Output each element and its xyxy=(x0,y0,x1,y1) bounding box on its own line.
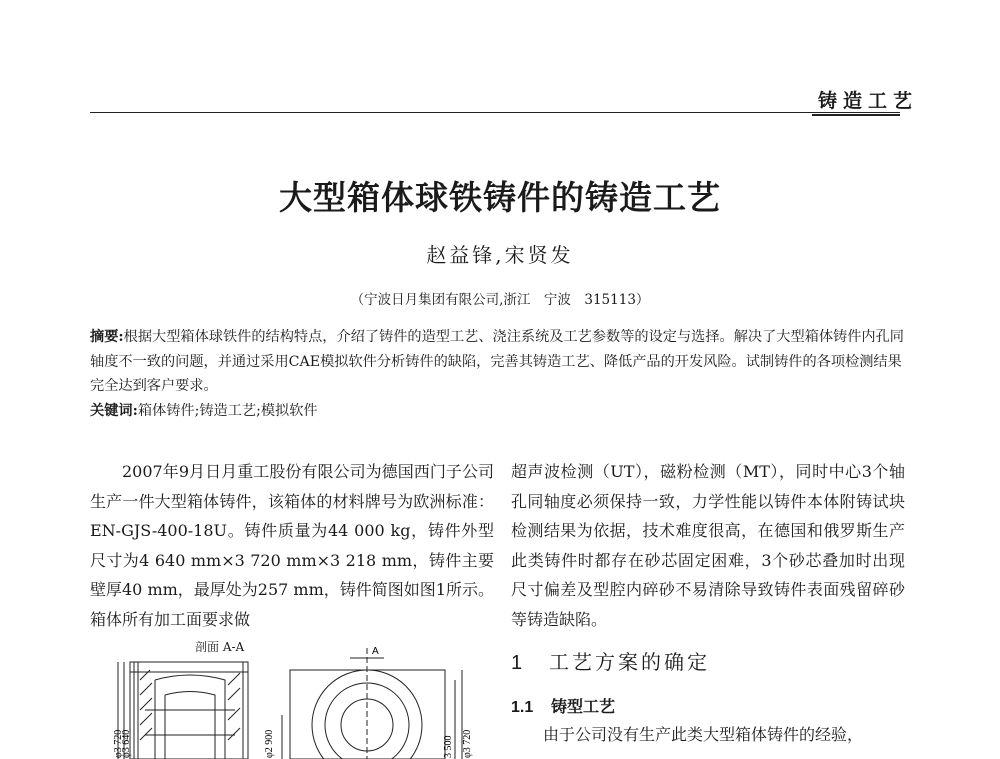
abstract-label: 摘要: xyxy=(90,329,124,345)
abstract xyxy=(90,325,906,399)
dim-label: φ2 900 xyxy=(264,729,275,758)
article-affiliation: （宁波日月集团有限公司,浙江 宁波 315113） xyxy=(350,292,650,308)
figure-section-caption: 剖面 A-A xyxy=(195,640,245,654)
header-rule-accent xyxy=(812,114,900,116)
subsection-paragraph: 由于公司没有生产此类大型箱体铸件的经验， xyxy=(543,725,864,744)
section-heading-1 xyxy=(511,646,710,675)
section-number: 1 xyxy=(511,652,526,674)
dim-label: φ3 720 xyxy=(113,729,124,758)
keywords-text: 箱体铸件;铸造工艺;模拟软件 xyxy=(137,403,318,419)
header-rule xyxy=(90,112,900,113)
keywords-label: 关键词: xyxy=(90,403,138,419)
body-paragraph-left: 2007年9月日月重工股份有限公司为德国西门子公司生产一件大型箱体铸件，该箱体的材料牌号为欧洲标准：EN-GJS-400-18U。铸件质量为44 000 kg，铸件外型尺寸为4 640 mm×3 720 mm×3 218 mm，铸件主要壁厚40 mm，最厚处为257 mm，铸件简图如图1所示。箱体所有加工面要求做 xyxy=(90,462,494,629)
section-title: 工艺方案的确定 xyxy=(549,650,710,674)
article-authors: 赵益锋,宋贤发 xyxy=(426,243,574,267)
dim-label: φ3 720 xyxy=(462,729,473,758)
keywords xyxy=(90,400,906,420)
journal-section-label: 铸造工艺 xyxy=(818,90,919,112)
abstract-text: 根据大型箱体球铁件的结构特点，介绍了铸件的造型工艺、浇注系统及工艺参数等的设定与选择。解决了大型箱体铸件内孔同轴度不一致的问题，并通过采用CAE模拟软件分析铸件的缺陷，完善其铸造工艺、降低产品的开发风险。试制铸件的各项检测结果完全达到客户要求。 xyxy=(90,329,904,394)
body-paragraph-right: 超声波检测（UT），磁粉检测（MT），同时中心3个轴孔同轴度必须保持一致，力学性能以铸件本体附铸试块检测结果为依据，技术难度很高，在德国和俄罗斯生产此类铸件时都存在砂芯固定困难，3个砂芯叠加时出现尺寸偏差及型腔内碎砂不易清除导致铸件表面残留碎砂等铸造缺陷。 xyxy=(511,462,905,629)
section-mark-label: A xyxy=(372,646,379,657)
article-title: 大型箱体球铁铸件的铸造工艺 xyxy=(279,178,721,217)
casting-drawing-figure xyxy=(110,640,480,759)
subsection-heading-1-1 xyxy=(511,694,615,717)
subsection-title: 铸型工艺 xyxy=(551,697,616,716)
dim-label: 3 500 xyxy=(443,735,454,758)
subsection-number: 1.1 xyxy=(511,699,534,716)
dim-label: φ3 640 xyxy=(121,729,132,758)
